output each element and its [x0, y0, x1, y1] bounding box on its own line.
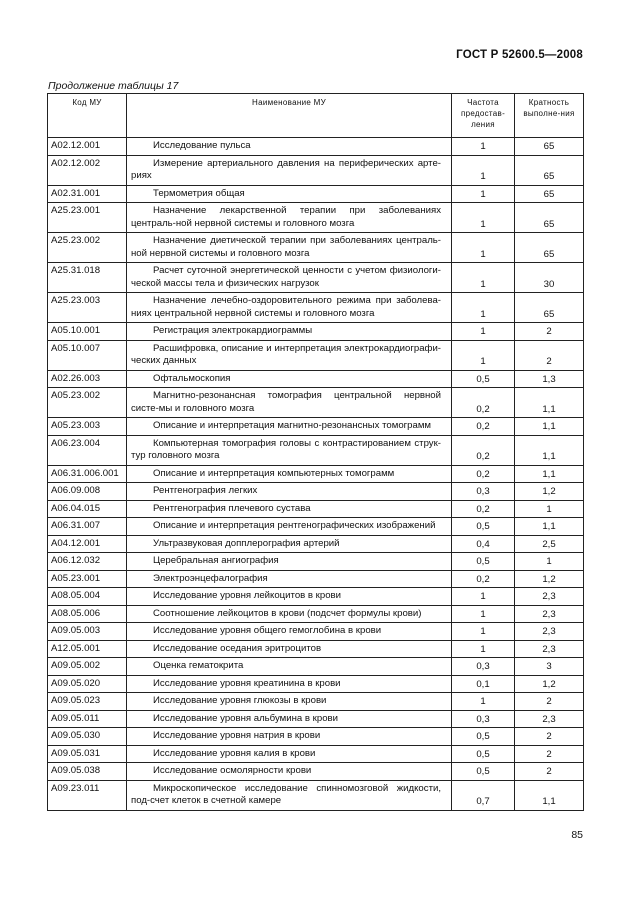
service-name-cell: [127, 233, 452, 263]
table-row: [48, 693, 584, 711]
frequency-cell: 0,1: [452, 675, 515, 693]
multiplicity-cell: 1,1: [515, 780, 584, 810]
table-row: [48, 570, 584, 588]
code-cell: A09.05.020: [48, 675, 127, 693]
service-name-text: Рентгенография легких: [153, 485, 258, 496]
service-name-cell: [127, 693, 452, 711]
frequency-cell: 1: [452, 323, 515, 341]
multiplicity-cell: 30: [515, 263, 584, 293]
service-name-text: Исследование пульса: [153, 140, 251, 151]
multiplicity-cell: 65: [515, 155, 584, 185]
service-name-cell: [127, 323, 452, 341]
table-row: [48, 588, 584, 606]
frequency-cell: 1: [452, 138, 515, 156]
page-number: 85: [571, 829, 583, 841]
multiplicity-cell: 65: [515, 203, 584, 233]
code-cell: A09.05.031: [48, 745, 127, 763]
frequency-cell: 1: [452, 203, 515, 233]
table-row: [48, 763, 584, 781]
code-cell: A02.31.001: [48, 185, 127, 203]
table-row: [48, 780, 584, 810]
header-row: [48, 94, 584, 138]
service-name-cell: [127, 675, 452, 693]
service-name-text: Соотношение лейкоцитов в крови (подсчет формулы крови): [153, 607, 422, 619]
service-name-text: Магнитно-резонансная томография центральной нервной систе-мы и головного мозга: [131, 390, 441, 414]
service-name-text: Назначение лечебно-оздоровительного режима при заболева-ниях центральной нервной системы и головного мозга: [131, 295, 441, 319]
frequency-cell: 0,2: [452, 418, 515, 436]
multiplicity-cell: 2: [515, 693, 584, 711]
service-name-text: Измерение артериального давления на периферических арте-риях: [131, 157, 441, 181]
service-name-text: Исследование уровня калия в крови: [153, 747, 316, 759]
header-multiplicity: Кратность выполне-ния: [515, 94, 584, 138]
code-cell: A06.31.006.001: [48, 465, 127, 483]
code-cell: A05.23.003: [48, 418, 127, 436]
multiplicity-cell: 2: [515, 340, 584, 370]
frequency-cell: 0,2: [452, 435, 515, 465]
code-cell: A05.10.001: [48, 323, 127, 341]
frequency-cell: 0,5: [452, 370, 515, 388]
code-cell: A09.05.030: [48, 728, 127, 746]
frequency-cell: 0,5: [452, 518, 515, 536]
frequency-cell: 0,3: [452, 710, 515, 728]
frequency-cell: 0,3: [452, 658, 515, 676]
multiplicity-cell: 2: [515, 728, 584, 746]
services-table: [47, 93, 584, 811]
code-cell: A25.23.001: [48, 203, 127, 233]
frequency-cell: 1: [452, 588, 515, 606]
table-row: [48, 745, 584, 763]
code-cell: A06.12.032: [48, 553, 127, 571]
service-name-cell: [127, 535, 452, 553]
service-name-cell: [127, 588, 452, 606]
frequency-cell: 0,2: [452, 570, 515, 588]
service-name-cell: [127, 780, 452, 810]
table-caption: Продолжение таблицы 17: [48, 80, 179, 92]
service-name-cell: [127, 640, 452, 658]
service-name-text: Назначение лекарственной терапии при заболеваниях централь-ной нервной системы и головного мозга: [131, 205, 441, 229]
code-cell: A02.12.002: [48, 155, 127, 185]
service-name-text: Исследование уровня альбумина в крови: [153, 712, 338, 724]
code-cell: A25.31.018: [48, 263, 127, 293]
service-name-text: Термометрия общая: [153, 187, 245, 199]
multiplicity-cell: 2,5: [515, 535, 584, 553]
multiplicity-cell: 2: [515, 745, 584, 763]
frequency-cell: 1: [452, 293, 515, 323]
multiplicity-cell: 1,1: [515, 418, 584, 436]
header-frequency: Частота предостав-ления: [452, 94, 515, 138]
frequency-cell: 1: [452, 693, 515, 711]
frequency-cell: 0,4: [452, 535, 515, 553]
frequency-cell: 0,5: [452, 553, 515, 571]
service-name-cell: [127, 340, 452, 370]
frequency-cell: 0,5: [452, 763, 515, 781]
code-cell: A06.04.015: [48, 500, 127, 518]
multiplicity-cell: 2: [515, 323, 584, 341]
code-cell: A09.05.038: [48, 763, 127, 781]
code-cell: A06.23.004: [48, 435, 127, 465]
multiplicity-cell: 3: [515, 658, 584, 676]
service-name-text: Исследование уровня глюкозы в крови: [153, 695, 327, 706]
table-row: [48, 658, 584, 676]
service-name-cell: [127, 763, 452, 781]
table-row: [48, 370, 584, 388]
frequency-cell: 1: [452, 605, 515, 623]
code-cell: A12.05.001: [48, 640, 127, 658]
service-name-text: Регистрация электрокардиограммы: [153, 325, 313, 336]
service-name-text: Назначение диетической терапии при заболеваниях централь-ной нервной системы и головного мозга: [131, 235, 441, 259]
code-cell: A06.31.007: [48, 518, 127, 536]
table-row: [48, 465, 584, 483]
frequency-cell: 0,3: [452, 483, 515, 501]
service-name-cell: [127, 293, 452, 323]
table-row: [48, 623, 584, 641]
service-name-text: Исследование осмолярности крови: [153, 765, 312, 776]
table-row: [48, 293, 584, 323]
table-row: [48, 263, 584, 293]
service-name-cell: [127, 155, 452, 185]
multiplicity-cell: 1: [515, 500, 584, 518]
service-name-text: Микроскопическое исследование спинномозговой жидкости, под-счет клеток в счетной камере: [131, 782, 441, 806]
multiplicity-cell: 65: [515, 138, 584, 156]
service-name-cell: [127, 263, 452, 293]
code-cell: A25.23.003: [48, 293, 127, 323]
service-name-text: Исследование уровня лейкоцитов в крови: [153, 590, 342, 601]
frequency-cell: 1: [452, 340, 515, 370]
service-name-text: Исследование уровня общего гемоглобина в крови: [153, 625, 382, 636]
service-name-text: Оценка гематокрита: [153, 660, 244, 671]
multiplicity-cell: 1,2: [515, 483, 584, 501]
service-name-cell: [127, 710, 452, 728]
service-name-text: Описание и интерпретация компьютерных томограмм: [153, 467, 395, 479]
multiplicity-cell: 65: [515, 233, 584, 263]
code-cell: A08.05.006: [48, 605, 127, 623]
service-name-text: Исследование уровня натрия в крови: [153, 730, 321, 741]
code-cell: A09.05.003: [48, 623, 127, 641]
frequency-cell: 1: [452, 640, 515, 658]
table-row: [48, 388, 584, 418]
service-name-cell: [127, 465, 452, 483]
code-cell: A04.12.001: [48, 535, 127, 553]
code-cell: A06.09.008: [48, 483, 127, 501]
service-name-cell: [127, 553, 452, 571]
table-row: [48, 675, 584, 693]
service-name-cell: [127, 658, 452, 676]
code-cell: A05.10.007: [48, 340, 127, 370]
service-name-cell: [127, 435, 452, 465]
code-cell: A25.23.002: [48, 233, 127, 263]
service-name-cell: [127, 570, 452, 588]
service-name-text: Расчет суточной энергетической ценности с учетом физиологи-ческой массы тела и физических нагрузок: [131, 265, 441, 289]
frequency-cell: 0,5: [452, 745, 515, 763]
header-code: Код МУ: [48, 94, 127, 138]
multiplicity-cell: 2,3: [515, 588, 584, 606]
multiplicity-cell: 65: [515, 185, 584, 203]
code-cell: A02.26.003: [48, 370, 127, 388]
frequency-cell: 0,2: [452, 500, 515, 518]
table-row: [48, 203, 584, 233]
frequency-cell: 1: [452, 185, 515, 203]
code-cell: A09.05.002: [48, 658, 127, 676]
code-cell: A09.05.011: [48, 710, 127, 728]
service-name-cell: [127, 728, 452, 746]
service-name-cell: [127, 370, 452, 388]
multiplicity-cell: 1,1: [515, 518, 584, 536]
service-name-cell: [127, 185, 452, 203]
service-name-cell: [127, 418, 452, 436]
frequency-cell: 1: [452, 623, 515, 641]
frequency-cell: 0,7: [452, 780, 515, 810]
service-name-cell: [127, 623, 452, 641]
table-row: [48, 605, 584, 623]
service-name-cell: [127, 138, 452, 156]
multiplicity-cell: 2,3: [515, 605, 584, 623]
multiplicity-cell: 2: [515, 763, 584, 781]
table-row: [48, 535, 584, 553]
table-row: [48, 710, 584, 728]
code-cell: A09.23.011: [48, 780, 127, 810]
service-name-cell: [127, 518, 452, 536]
table-row: [48, 500, 584, 518]
service-name-text: Компьютерная томография головы с контрастированием струк-тур головного мозга: [131, 437, 441, 461]
multiplicity-cell: 2,3: [515, 640, 584, 658]
table-body: [48, 138, 584, 811]
service-name-text: Исследование уровня креатинина в крови: [153, 677, 341, 689]
multiplicity-cell: 2,3: [515, 623, 584, 641]
frequency-cell: 0,5: [452, 728, 515, 746]
header-name: Наименование МУ: [127, 94, 452, 138]
code-cell: A05.23.002: [48, 388, 127, 418]
service-name-cell: [127, 605, 452, 623]
table-row: [48, 728, 584, 746]
multiplicity-cell: 1,1: [515, 435, 584, 465]
service-name-cell: [127, 500, 452, 518]
standard-id: ГОСТ Р 52600.5—2008: [456, 49, 583, 61]
table-row: [48, 435, 584, 465]
frequency-cell: 0,2: [452, 465, 515, 483]
service-name-text: Расшифровка, описание и интерпретация электрокардиографи-ческих данных: [131, 342, 441, 366]
table-row: [48, 323, 584, 341]
multiplicity-cell: 1,2: [515, 570, 584, 588]
frequency-cell: 0,2: [452, 388, 515, 418]
multiplicity-cell: 1,3: [515, 370, 584, 388]
service-name-cell: [127, 745, 452, 763]
service-name-text: Церебральная ангиография: [153, 555, 279, 566]
multiplicity-cell: 2,3: [515, 710, 584, 728]
service-name-text: Описание и интерпретация рентгенографических изображений: [153, 520, 436, 531]
table-row: [48, 340, 584, 370]
service-name-text: Электроэнцефалография: [153, 572, 268, 584]
service-name-text: Ультразвуковая допплерография артерий: [153, 537, 340, 549]
code-cell: A02.12.001: [48, 138, 127, 156]
table-row: [48, 138, 584, 156]
table-row: [48, 233, 584, 263]
service-name-cell: [127, 483, 452, 501]
table-header: [48, 94, 584, 138]
multiplicity-cell: 1: [515, 553, 584, 571]
service-name-cell: [127, 388, 452, 418]
service-name-text: Рентгенография плечевого сустава: [153, 502, 311, 514]
service-name-text: Офтальмоскопия: [153, 372, 231, 384]
frequency-cell: 1: [452, 155, 515, 185]
table-row: [48, 640, 584, 658]
service-name-cell: [127, 203, 452, 233]
frequency-cell: 1: [452, 233, 515, 263]
multiplicity-cell: 1,1: [515, 388, 584, 418]
code-cell: A05.23.001: [48, 570, 127, 588]
multiplicity-cell: 65: [515, 293, 584, 323]
frequency-cell: 1: [452, 263, 515, 293]
table-row: [48, 418, 584, 436]
code-cell: A09.05.023: [48, 693, 127, 711]
table-row: [48, 155, 584, 185]
service-name-text: Описание и интерпретация магнитно-резонансных томограмм: [153, 420, 432, 431]
table-row: [48, 553, 584, 571]
code-cell: A08.05.004: [48, 588, 127, 606]
table-row: [48, 518, 584, 536]
multiplicity-cell: 1,2: [515, 675, 584, 693]
table-row: [48, 483, 584, 501]
multiplicity-cell: 1,1: [515, 465, 584, 483]
table-row: [48, 185, 584, 203]
service-name-text: Исследование оседания эритроцитов: [153, 642, 322, 654]
